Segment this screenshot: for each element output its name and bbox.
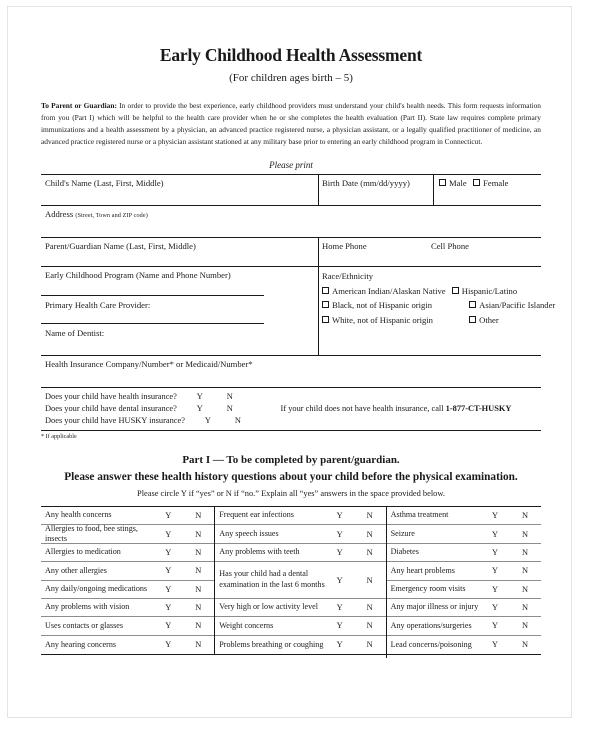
race-option-hispanic-latino-label: Hispanic/Latino — [461, 285, 518, 296]
program-hint: (Name and Phone Number) — [135, 269, 231, 280]
answer-no[interactable]: N — [195, 584, 202, 594]
question-label: Any operations/surgeries — [390, 620, 472, 630]
answer-yes-no-group[interactable] — [487, 548, 541, 557]
divider — [318, 175, 319, 205]
table-row[interactable] — [387, 599, 541, 617]
address-label: Address — [45, 208, 74, 219]
checkbox-icon[interactable] — [473, 179, 480, 186]
insurance-questions-row — [41, 388, 541, 430]
question-label: Lead concerns/poisoning — [390, 639, 472, 649]
answer-yes-no-group[interactable] — [160, 511, 214, 520]
birth-date-label: Birth Date — [322, 177, 359, 188]
question-label: Any problems with vision — [45, 602, 130, 612]
table-row[interactable] — [41, 581, 214, 599]
question-label: Any hearing concerns — [45, 639, 117, 649]
answer-yes[interactable]: Y — [196, 403, 203, 413]
answer-no[interactable]: N — [521, 603, 529, 613]
answer-yes-no-group[interactable] — [332, 530, 386, 539]
table-row[interactable] — [387, 525, 541, 543]
insurance-question[interactable] — [45, 403, 250, 415]
race-row — [322, 287, 537, 296]
checkbox-icon[interactable] — [439, 179, 446, 186]
answer-yes[interactable]: Y — [491, 511, 499, 521]
answer-yes-no-group[interactable] — [160, 530, 214, 539]
race-option-hispanic-latino[interactable] — [452, 287, 517, 296]
race-option-white-label: White, not of Hispanic origin — [332, 314, 433, 325]
child-name-field[interactable] — [45, 175, 164, 188]
table-row[interactable] — [387, 617, 541, 635]
answer-no[interactable]: N — [195, 640, 202, 650]
question-label: Any heart problems — [390, 565, 455, 575]
table-row[interactable] — [215, 617, 385, 635]
answer-no[interactable]: N — [521, 566, 529, 576]
answer-no[interactable]: N — [226, 403, 233, 413]
answer-yes-no-group[interactable] — [332, 603, 386, 612]
answer-yes-no-group[interactable] — [160, 603, 214, 612]
answer-no[interactable]: N — [195, 547, 202, 557]
answer-no[interactable]: N — [366, 547, 373, 557]
page-subtitle: (For children ages birth – 5) — [229, 72, 353, 84]
insurance-question-label: Does your child have dental insurance? — [45, 403, 177, 413]
answer-yes[interactable]: Y — [336, 621, 343, 631]
questions-column-1 — [41, 507, 214, 654]
parent-contact-row — [41, 238, 541, 266]
answer-no[interactable]: N — [521, 621, 529, 631]
question-label: Very high or low activity level — [219, 602, 318, 612]
answer-yes[interactable]: Y — [165, 640, 172, 650]
table-row[interactable] — [41, 617, 214, 635]
insurance-question-label: Does your child have health insurance? — [45, 391, 177, 401]
answer-no[interactable]: N — [521, 547, 529, 557]
answer-yes-no-group[interactable] — [487, 511, 541, 520]
table-row[interactable] — [41, 525, 214, 543]
answer-yes-no-group[interactable] — [487, 566, 541, 575]
address-field[interactable] — [41, 206, 541, 237]
answer-yes[interactable]: Y — [165, 621, 172, 631]
sex-option-male-label: Male — [449, 177, 467, 188]
divider — [41, 295, 264, 296]
answer-no[interactable]: N — [234, 415, 241, 425]
answer-yes[interactable]: Y — [165, 511, 172, 521]
race-option-black[interactable] — [322, 301, 453, 310]
answer-yes[interactable]: Y — [336, 640, 343, 650]
race-ethnicity-group — [322, 269, 556, 330]
answer-yes[interactable]: Y — [491, 584, 499, 594]
husky-phone-number: 1-877-CT-HUSKY — [445, 403, 512, 413]
race-option-american-indian-label: American Indian/Alaskan Native — [332, 285, 446, 296]
parent-name-hint: (Last, First, Middle) — [126, 240, 196, 251]
answer-yes-no-group[interactable] — [160, 548, 214, 557]
question-label: Asthma treatment — [390, 510, 449, 520]
checkbox-icon[interactable] — [469, 316, 476, 323]
question-label: Allergies to food, bee stings, insects — [45, 523, 138, 544]
insurance-question-list — [41, 388, 250, 427]
answer-yes[interactable]: Y — [491, 547, 499, 557]
question-label: Emergency room visits — [390, 583, 466, 593]
part-one-instruction: Please circle Y if “yes” or N if “no.” Explain all “yes” answers in the space provided below. — [137, 488, 445, 498]
answer-yes[interactable]: Y — [336, 511, 343, 521]
child-name-label: Child's Name — [45, 177, 92, 188]
answer-no[interactable]: N — [521, 529, 529, 539]
question-label: Any daily/ongoing medications — [45, 583, 148, 593]
answer-yes[interactable]: Y — [165, 584, 172, 594]
parent-name-field[interactable] — [45, 238, 196, 251]
race-option-black-label: Black, not of Hispanic origin — [332, 300, 433, 311]
answer-no[interactable]: N — [366, 640, 373, 650]
page-title: Early Childhood Health Assessment — [159, 45, 423, 65]
provider-field[interactable]: Primary Health Care Provider: — [45, 299, 151, 310]
race-row — [322, 300, 556, 311]
answer-yes-no-group[interactable] — [487, 585, 541, 594]
question-label: Has your child had a dental examination in the last 6 months — [219, 569, 325, 589]
table-row[interactable] — [215, 636, 385, 654]
sex-option-female[interactable] — [473, 178, 508, 188]
program-field[interactable] — [45, 267, 231, 280]
answer-yes[interactable]: Y — [336, 575, 343, 585]
answer-yes[interactable]: Y — [204, 415, 211, 425]
insurance-question-label: Does your child have HUSKY insurance? — [45, 415, 185, 425]
insurance-question[interactable] — [45, 415, 250, 427]
question-label: Any other allergies — [45, 565, 107, 575]
insurance-question[interactable] — [45, 391, 250, 403]
question-label: Any speech issues — [219, 528, 279, 538]
table-row[interactable] — [215, 507, 385, 525]
answer-no[interactable]: N — [366, 575, 373, 585]
answer-no[interactable]: N — [195, 566, 202, 576]
question-label: Problems breathing or coughing — [219, 639, 324, 649]
intro-label: To Parent or Guardian: — [41, 101, 117, 110]
table-row[interactable] — [215, 525, 385, 543]
applicable-footnote: * If applicable — [41, 432, 77, 440]
intro-body: In order to provide the best experience, early childhood providers must understand your child's health needs. This form requests information from you (Part I) which will be helpful to the health care provider when he or she completes the health evaluation (Part II). State law requires complete primary immunizations and a health assessment by a physician, an advanced practice registered nurse, a physician assistant, or a legally qualified practitioner of medicine, an advanced practice registered nurse or a physician assistant stationed at any military base prior to entering an early childhood program in Connecticut. — [41, 101, 542, 146]
answer-yes-no-group[interactable] — [160, 621, 214, 630]
child-name-hint: (Last, First, Middle) — [93, 177, 164, 188]
health-questions-table — [41, 506, 541, 655]
please-print-note: Please print — [269, 159, 313, 170]
cell-phone-field[interactable]: Cell Phone — [431, 240, 469, 251]
race-option-american-indian[interactable] — [322, 286, 446, 296]
insurance-company-field[interactable] — [41, 356, 541, 387]
table-row[interactable] — [387, 636, 541, 654]
checkbox-icon[interactable] — [322, 316, 329, 323]
parent-name-label: Parent/Guardian Name — [45, 240, 124, 251]
part-one-subheading: Please answer these health history questions about your child before the physical examination. — [64, 470, 518, 483]
question-label: Any major illness or injury — [390, 602, 479, 612]
question-label: Uses contacts or glasses — [45, 620, 123, 630]
table-row[interactable] — [215, 599, 385, 617]
answer-yes-no-group[interactable] — [160, 566, 214, 575]
answer-no[interactable]: N — [521, 584, 529, 594]
answer-yes[interactable]: Y — [165, 529, 172, 539]
table-tail-rule — [386, 654, 387, 658]
answer-yes-no-group[interactable] — [332, 640, 386, 649]
checkbox-icon[interactable] — [469, 301, 476, 308]
home-phone-field[interactable]: Home Phone — [322, 240, 367, 251]
race-option-other[interactable] — [469, 316, 499, 325]
answer-yes-no-group[interactable] — [487, 603, 541, 612]
question-label: Diabetes — [390, 547, 419, 557]
race-heading: Race/Ethnicity — [322, 270, 374, 281]
table-row[interactable] — [41, 636, 214, 654]
answer-no[interactable]: N — [195, 621, 202, 631]
answer-yes[interactable]: Y — [165, 566, 172, 576]
husky-note-text: If your child does not have health insurance, call — [280, 403, 446, 413]
answer-yes-no-group[interactable] — [487, 530, 541, 539]
intro-paragraph — [41, 100, 541, 148]
answer-no[interactable]: N — [195, 603, 202, 613]
husky-hotline-note — [251, 404, 541, 413]
question-label: Any health concerns — [45, 510, 112, 520]
table-row[interactable] — [387, 581, 541, 599]
question-label: Any problems with teeth — [219, 547, 300, 557]
answer-yes-no-group[interactable] — [332, 576, 386, 585]
form-sheet — [41, 45, 556, 655]
table-row[interactable] — [41, 599, 214, 617]
address-hint: (Street, Town and ZIP code) — [75, 211, 148, 219]
question-label: Seizure — [390, 528, 415, 538]
answer-yes[interactable]: Y — [336, 547, 343, 557]
program-label: Early Childhood Program — [45, 269, 134, 280]
part-one-heading: Part I — To be completed by parent/guardian. — [182, 453, 400, 466]
table-row[interactable] — [387, 562, 541, 580]
table-row[interactable] — [215, 544, 385, 562]
program-race-row — [41, 267, 556, 355]
answer-no[interactable]: N — [366, 603, 373, 613]
answer-yes[interactable]: Y — [491, 603, 499, 613]
page-canvas — [7, 6, 572, 718]
answer-yes-no-group[interactable] — [487, 621, 541, 630]
answer-yes[interactable]: Y — [165, 603, 172, 613]
divider — [433, 175, 434, 205]
answer-no[interactable]: N — [195, 529, 202, 539]
race-option-white[interactable] — [322, 316, 453, 325]
table-row[interactable] — [41, 544, 214, 562]
child-identity-row — [41, 175, 541, 205]
birth-date-hint: (mm/dd/yyyy) — [360, 177, 410, 188]
answer-no[interactable]: N — [195, 511, 202, 521]
answer-yes-no-group[interactable] — [332, 511, 386, 520]
answer-no[interactable]: N — [366, 529, 373, 539]
answer-yes-no-group[interactable] — [332, 548, 386, 557]
race-option-other-label: Other — [479, 314, 499, 325]
table-row[interactable] — [387, 544, 541, 562]
checkbox-icon[interactable] — [322, 287, 329, 294]
answer-no[interactable]: N — [521, 511, 529, 521]
question-label: Allergies to medication — [45, 547, 121, 557]
answer-no[interactable]: N — [366, 511, 373, 521]
divider — [318, 267, 319, 355]
answer-no[interactable]: N — [366, 621, 373, 631]
race-option-asian-pacific-label: Asian/Pacific Islander — [479, 300, 556, 311]
divider — [318, 238, 319, 266]
sex-option-female-label: Female — [483, 177, 509, 188]
race-row — [322, 316, 537, 325]
answer-yes-no-group[interactable] — [160, 640, 214, 649]
answer-yes[interactable]: Y — [196, 391, 203, 401]
answer-yes[interactable]: Y — [491, 621, 499, 631]
checkbox-icon[interactable] — [322, 301, 329, 308]
answer-yes-no-group[interactable] — [332, 621, 386, 630]
answer-yes[interactable]: Y — [336, 603, 343, 613]
divider — [41, 323, 264, 324]
questions-column-2 — [214, 507, 385, 654]
birth-date-field[interactable] — [322, 175, 410, 188]
table-columns — [41, 507, 541, 654]
dentist-field[interactable]: Name of Dentist: — [45, 327, 105, 338]
answer-no[interactable]: N — [226, 391, 233, 401]
answer-yes-no-group[interactable] — [487, 640, 541, 649]
checkbox-icon[interactable] — [452, 287, 459, 294]
table-row[interactable] — [387, 507, 541, 525]
answer-yes[interactable]: Y — [491, 529, 499, 539]
table-row[interactable] — [215, 562, 385, 599]
question-label: Weight concerns — [219, 620, 274, 630]
answer-yes-no-group[interactable] — [160, 585, 214, 594]
insurance-company-label: Health Insurance Company/Number* or Medicaid/Number* — [45, 358, 253, 369]
race-option-asian-pacific[interactable] — [469, 301, 555, 310]
sex-option-male[interactable] — [439, 178, 467, 188]
question-label: Frequent ear infections — [219, 510, 294, 520]
answer-yes[interactable]: Y — [336, 529, 343, 539]
sex-checkbox-group[interactable] — [439, 175, 508, 188]
answer-yes[interactable]: Y — [165, 547, 172, 557]
table-row[interactable] — [41, 562, 214, 580]
answer-yes[interactable]: Y — [491, 640, 499, 650]
answer-yes[interactable]: Y — [491, 566, 499, 576]
answer-no[interactable]: N — [521, 640, 529, 650]
questions-column-3 — [386, 507, 541, 654]
